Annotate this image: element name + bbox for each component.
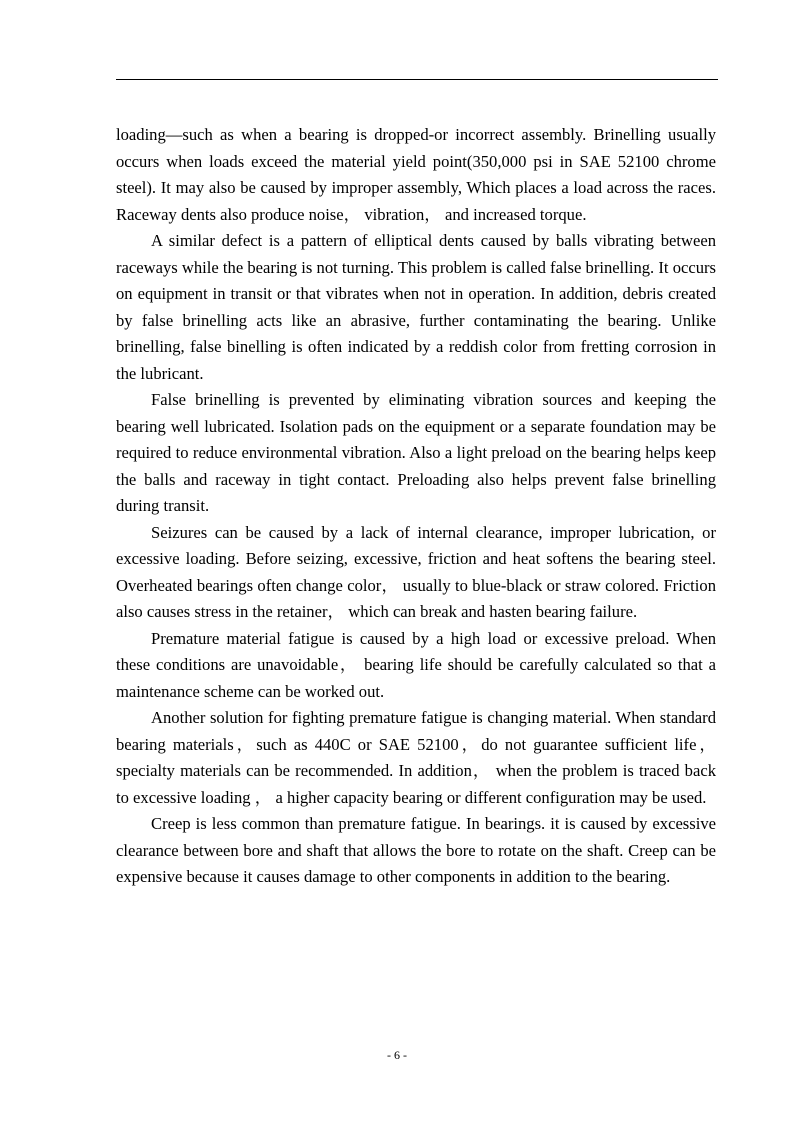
paragraph-seizures: Seizures can be caused by a lack of internal clearance, improper lubrication, or excessive loading. Before seizing, excessive, friction and heat softens the bearing steel. Overheated bearings often change color， usually to blue-black or straw colored. Friction also causes stress in the retainer， which can break and hasten bearing failure. (116, 522, 716, 621)
paragraph-creep: Creep is less common than premature fatigue. In bearings. it is caused by excessive clearance between bore and shaft that allows the bore to rotate on the shaft. Creep can be expensive because it causes damage to other components in addition to the bearing. (116, 814, 716, 886)
page-number: - 6 - (387, 1048, 407, 1062)
paragraph-prevention: False brinelling is prevented by eliminating vibration sources and keeping the bearing well lubricated. Isolation pads on the equipment or a separate foundation may be required to reduce environmental vibration. Also a light preload on the bearing helps keep the balls and raceway in tight contact. Preloading also helps prevent false brinelling during transit. (116, 390, 716, 515)
header-rule (116, 79, 718, 80)
paragraph-false-brinelling: A similar defect is a pattern of elliptical dents caused by balls vibrating between raceways while the bearing is not turning. This problem is called false brinelling. It occurs on equipment in transit or that vibrates when not in operation. In addition, debris created by false brinelling acts like an abrasive, further contaminating the bearing. Unlike brinelling, false binelling is often indicated by a reddish color from fretting corrosion in the lubricant. (116, 231, 716, 383)
paragraph-premature-fatigue: Premature material fatigue is caused by a high load or excessive preload. When these conditions are unavoidable， bearing life should be carefully calculated so that a maintenance scheme can be worked out. (116, 628, 716, 701)
body-text (116, 122, 716, 891)
paragraph-brinelling-continuation: loading—such as when a bearing is dropped-or incorrect assembly. Brinelling usually occurs when loads exceed the material yield point(350,000 psi in SAE 52100 chrome steel). It may also be caused by improper assembly, Which places a load across the races. Raceway dents also produce noise， vibration， and increased torque. (116, 125, 716, 224)
paragraph-material-solution: Another solution for fighting premature fatigue is changing material. When standard bearing materials，such as 440C or SAE 52100，do not guarantee sufficient life， specialty materials can be recommended. In addition， when the problem is traced back to excessive loading ， a higher capacity bearing or different configuration may be used. (116, 708, 716, 807)
